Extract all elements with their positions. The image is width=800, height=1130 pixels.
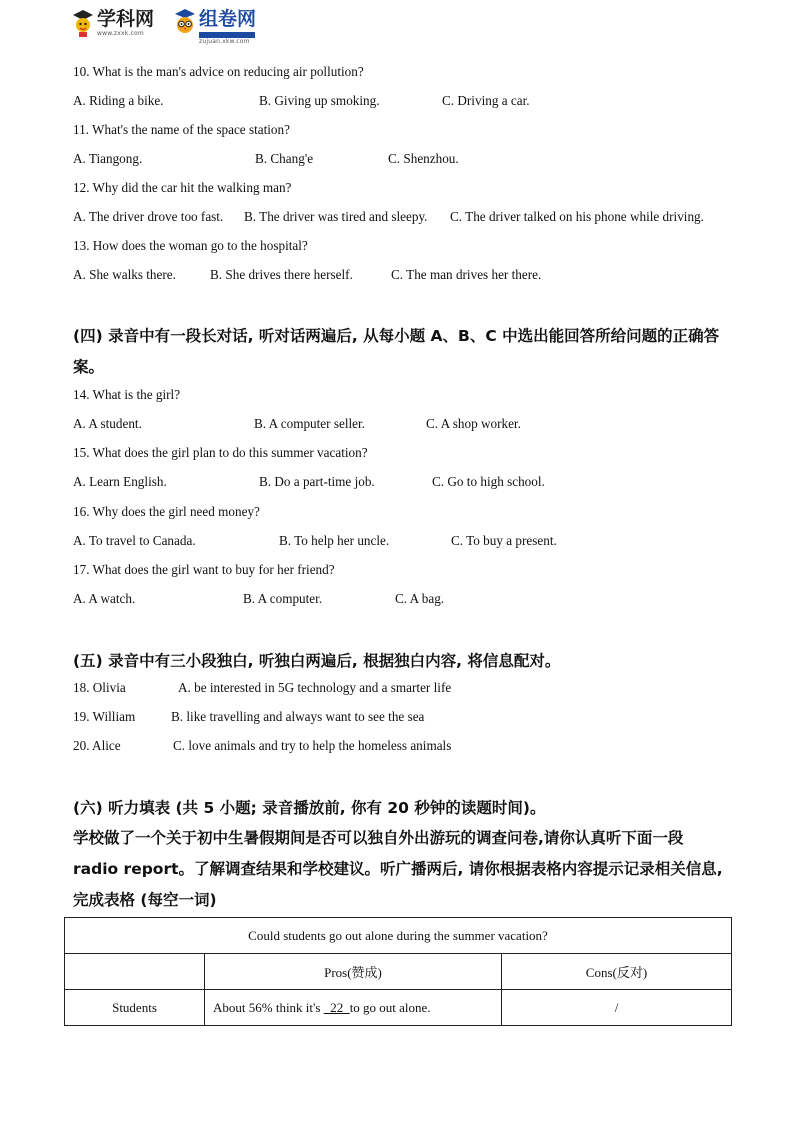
table-caption: Could students go out alone during the summer vacation? bbox=[65, 918, 732, 954]
match-name: 18. Olivia bbox=[73, 680, 126, 695]
section-6-line2: 学校做了一个关于初中生暑假期间是否可以独自外出游玩的调查问卷,请你认真听下面一段 bbox=[73, 829, 684, 847]
option-c: C. Shenzhou. bbox=[388, 151, 459, 166]
section-6-line1: (六) 听力填表 (共 5 小题; 录音播放前, 你有 20 秒钟的读题时间)。 bbox=[73, 799, 546, 817]
table-row bbox=[65, 990, 732, 1026]
question-14: 14. What is the girl? bbox=[73, 387, 181, 402]
option-b: B. To help her uncle. bbox=[279, 533, 390, 548]
pros-text-after: to go out alone. bbox=[349, 999, 431, 1015]
match-name: 19. William bbox=[73, 709, 136, 724]
option-a: A. A watch. bbox=[73, 591, 136, 606]
option-b: B. A computer seller. bbox=[254, 416, 365, 431]
option-c: C. The driver talked on his phone while driving. bbox=[450, 209, 704, 224]
question-12: 12. Why did the car hit the walking man? bbox=[73, 180, 292, 195]
table-header-row bbox=[65, 954, 732, 990]
option-b: B. Do a part-time job. bbox=[259, 474, 375, 489]
answer-blank-22: 22 bbox=[323, 999, 350, 1015]
logo2-url: zujuan.xkw.com bbox=[199, 38, 250, 45]
table-header-cons: Cons(反对) bbox=[502, 954, 732, 990]
question-11: 11. What's the name of the space station? bbox=[73, 122, 290, 137]
section-4-title-line2: 案。 bbox=[73, 358, 105, 376]
pros-text-before: About 56% think it's bbox=[213, 999, 324, 1015]
option-c: C. A bag. bbox=[395, 591, 445, 606]
option-a: A. To travel to Canada. bbox=[73, 533, 196, 548]
table-header-empty bbox=[65, 954, 205, 990]
option-c: C. Go to high school. bbox=[432, 474, 545, 489]
option-b: B. The driver was tired and sleepy. bbox=[244, 209, 428, 224]
pros-cell bbox=[205, 990, 502, 1026]
option-b: B. Giving up smoking. bbox=[259, 93, 380, 108]
option-b: B. Chang'e bbox=[255, 151, 314, 166]
question-13: 13. How does the woman go to the hospital? bbox=[73, 238, 308, 253]
option-a: A. She walks there. bbox=[73, 267, 176, 282]
question-15: 15. What does the girl plan to do this summer vacation? bbox=[73, 445, 368, 460]
row-label-students: Students bbox=[65, 990, 205, 1026]
section-6-line3: radio report。了解调查结果和学校建议。听广播两后, 请你根据表格内容提示记录相关信息, bbox=[73, 860, 723, 878]
logo1-url: www.zxxk.com bbox=[97, 30, 144, 37]
owl-mascot-icon bbox=[174, 8, 196, 38]
option-b: B. A computer. bbox=[243, 591, 323, 606]
match-option: C. love animals and try to help the homeless animals bbox=[173, 738, 452, 753]
table-header-pros: Pros(赞成) bbox=[205, 954, 502, 990]
option-c: C. A shop worker. bbox=[426, 416, 521, 431]
option-a: A. Tiangong. bbox=[73, 151, 143, 166]
match-option: B. like travelling and always want to see the sea bbox=[171, 709, 425, 724]
table-caption-row bbox=[65, 918, 732, 954]
option-c: C. To buy a present. bbox=[451, 533, 557, 548]
logo2-name: 组卷网 bbox=[199, 8, 257, 30]
survey-table bbox=[64, 917, 732, 1026]
section-5-title: (五) 录音中有三小段独白, 听独白两遍后, 根据独白内容, 将信息配对。 bbox=[73, 652, 561, 670]
option-a: A. Riding a bike. bbox=[73, 93, 164, 108]
question-17: 17. What does the girl want to buy for her friend? bbox=[73, 562, 335, 577]
option-a: A. A student. bbox=[73, 416, 142, 431]
option-b: B. She drives there herself. bbox=[210, 267, 353, 282]
graduate-mascot-icon bbox=[72, 8, 94, 38]
option-c: C. Driving a car. bbox=[442, 93, 530, 108]
cons-cell: / bbox=[502, 990, 732, 1026]
match-name: 20. Alice bbox=[73, 738, 121, 753]
header-logos bbox=[72, 8, 292, 48]
option-c: C. The man drives her there. bbox=[391, 267, 542, 282]
option-a: A. The driver drove too fast. bbox=[73, 209, 224, 224]
section-6-line4: 完成表格 (每空一词) bbox=[73, 891, 217, 909]
question-10: 10. What is the man's advice on reducing air pollution? bbox=[73, 64, 364, 79]
logo1-name: 学科网 bbox=[97, 8, 155, 30]
question-16: 16. Why does the girl need money? bbox=[73, 504, 260, 519]
zxxk-logo bbox=[72, 8, 154, 38]
match-option: A. be interested in 5G technology and a smarter life bbox=[178, 680, 452, 695]
section-4-title-line1: (四) 录音中有一段长对话, 听对话两遍后, 从每小题 A、B、C 中选出能回答所给问题的正确答 bbox=[73, 327, 720, 345]
zujuan-logo bbox=[174, 8, 256, 45]
option-a: A. Learn English. bbox=[73, 474, 167, 489]
